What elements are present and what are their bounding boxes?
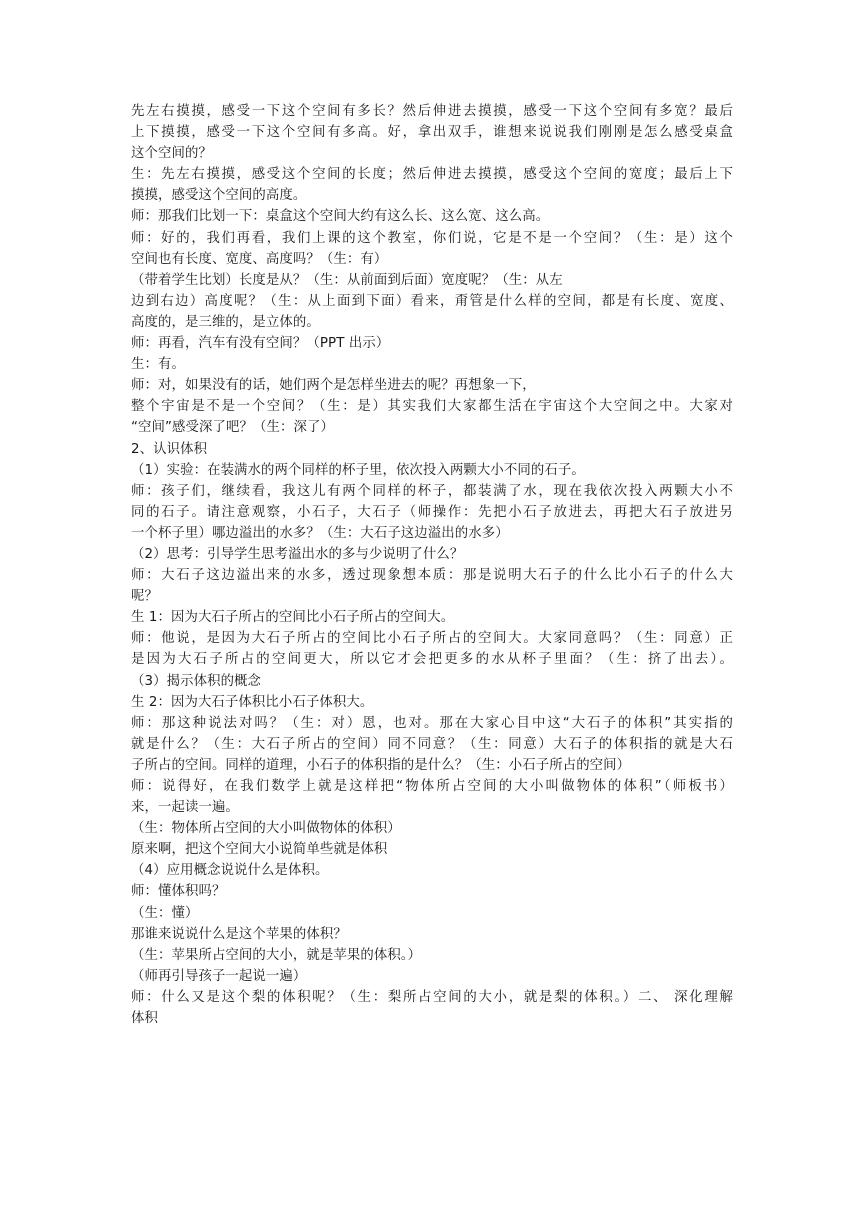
text-line: 师：大石子这边溢出来的水多，透过现象想本质：那是说明大石子的什么比小石子的什么大 [131,568,733,584]
text-line: 师：什么又是这个梨的体积呢？（生：梨所占空间的大小，就是梨的体积。）二、 深化理解 [131,989,733,1005]
text-line: 师：对，如果没有的话，她们两个是怎样坐进去的呢？再想象一下， [131,378,536,394]
text-line: 师：懂体积吗？ [131,884,226,900]
text-line: 来，一起读一遍。 [131,800,239,816]
text-line: 师：孩子们，继续看，我这儿有两个同样的杯子，都装满了水，现在我依次投入两颗大小不 [131,483,733,499]
document-body [131,101,733,1029]
text-line: 整个宇宙是不是一个空间？（生：是）其实我们大家都生活在宇宙这个大空间之中。大家对 [131,399,733,415]
text-line: 是因为大石子所占的空间更大，所以它才会把更多的水从杯子里面？（生：挤了出去）。 [131,652,733,668]
text-line: 呢？ [131,589,158,605]
text-line: 原来啊，把这个空间大小说简单些就是体积 [131,842,388,858]
text-line: （师再引导孩子一起说一遍） [131,968,307,984]
text-line: 边到右边）高度呢？（生：从上面到下面）看来，甭管是什么样的空间，都是有长度、宽度、 [131,293,733,309]
text-line: 师：说得好，在我们数学上就是这样把“物体所占空间的大小叫做物体的体积”（师板书） [131,779,733,794]
text-line: 一个杯子里）哪边溢出的水多？（生：大石子这边溢出的水多） [131,525,509,541]
text-line: （1）实验：在装满水的两个同样的杯子里，依次投入两颗大小不同的石子。 [131,462,585,478]
text-line: 摸摸，感受这个空间的高度。 [131,188,307,204]
text-line: 就是什么？（生：大石子所占的空间）同不同意？（生：同意）大石子的体积指的就是大石 [131,736,733,752]
text-line: 生：先左右摸摸，感受这个空间的长度；然后伸进去摸摸，感受这个空间的宽度；最后上下 [131,167,733,183]
text-line: 生：有。 [131,357,185,373]
text-line: “空间”感受深了吧？（生：深了） [131,420,334,436]
text-line: 那谁来说说什么是这个苹果的体积？ [131,926,347,942]
text-line: 这个空间的？ [131,146,212,162]
text-line: （生：苹果所占空间的大小，就是苹果的体积。） [131,947,422,963]
text-line: 高度的，是三维的，是立体的。 [131,314,320,330]
text-line: 师：再看，汽车有没有空间？（PPT 出示） [131,336,390,352]
text-line: 师：他说，是因为大石子所占的空间比小石子所占的空间大。大家同意吗？（生：同意）正 [131,631,733,647]
text-line: （生：物体所占空间的大小叫做物体的体积） [131,821,401,837]
text-line: （4）应用概念说说什么是体积。 [131,863,329,879]
text-line: 生 2：因为大石子体积比小石子体积大。 [131,694,374,710]
text-line: 体积 [131,1011,158,1027]
text-line: 子所占的空间。同样的道理，小石子的体积指的是什么？（生：小石子所占的空间） [131,757,631,773]
text-line: 师：那我们比划一下：桌盒这个空间大约有这么长、这么宽、这么高。 [131,209,550,225]
text-line: （2）思考：引导学生思考溢出水的多与少说明了什么？ [131,546,464,562]
text-line: 2、认识体积 [131,441,208,457]
text-line: 师：好的，我们再看，我们上课的这个教室，你们说，它是不是一个空间？（生：是）这个 [131,230,733,246]
text-line: 生 1：因为大石子所占的空间比小石子所占的空间大。 [131,610,455,626]
text-line: 先左右摸摸，感受一下这个空间有多长？然后伸进去摸摸，感受一下这个空间有多宽？最后 [131,104,733,119]
text-line: （生：懂） [131,905,199,921]
text-line: （3）揭示体积的概念 [131,673,262,689]
text-line: 上下摸摸，感受一下这个空间有多高。好，拿出双手，谁想来说说我们刚刚是怎么感受桌盒 [131,125,733,141]
text-line: 空间也有长度、宽度、高度吗？（生：有） [131,251,388,267]
text-line: 同的石子。请注意观察，小石子，大石子（师操作：先把小石子放进去，再把大石子放进另 [131,504,733,520]
text-line: 师：那这种说法对吗？（生：对）恩，也对。那在大家心目中这“大石子的体积”其实指的 [131,715,733,731]
text-line: （带着学生比划）长度是从？（生：从前面到后面）宽度呢？（生：从左 [131,272,563,288]
